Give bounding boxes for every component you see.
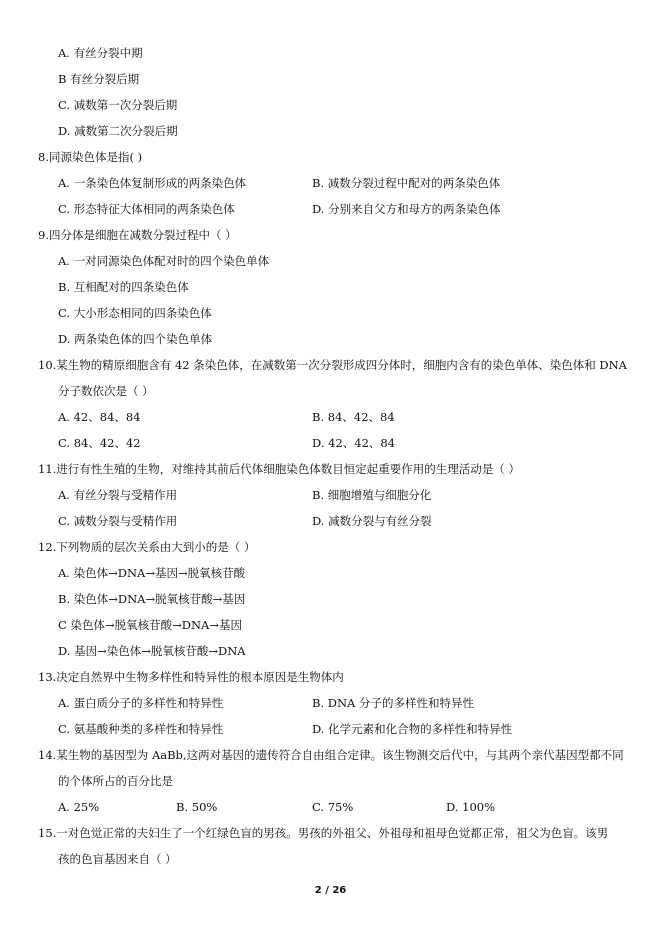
option-text: C. 减数分裂与受精作用 xyxy=(58,514,178,528)
question-stem: 14.某生物的基因型为 AaBb,这两对基因的遗传符合自由组合定律。该生物测交后代中，与其两个亲代基因型都不同 xyxy=(38,748,624,762)
option-text: C. 84、42、42 xyxy=(58,436,141,450)
question-stem-continued: 分子数依次是（ ） xyxy=(58,384,154,398)
option-text: C. 大小形态相同的四条染色体 xyxy=(58,306,212,320)
option-text: B. 细胞增殖与细胞分化 xyxy=(312,488,432,502)
option-text: A. 蛋白质分子的多样性和特异性 xyxy=(58,696,224,710)
option-text: D. 减数分裂与有丝分裂 xyxy=(312,514,432,528)
option-text: D. 42、42、84 xyxy=(312,436,396,450)
option-text: D. 两条染色体的四个染色单体 xyxy=(58,332,213,346)
option-text: A. 染色体→DNA→基因→脱氧核苷酸 xyxy=(58,566,246,580)
option-text: B. 84、42、84 xyxy=(312,410,395,424)
question-stem-continued: 孩的色盲基因来自（ ） xyxy=(58,852,177,866)
question-stem: 15.一对色觉正常的夫妇生了一个红绿色盲的男孩。男孩的外祖父、外祖母和祖母色觉都正常，祖父为色盲。该男 xyxy=(38,826,609,840)
question-stem: 13.决定自然界中生物多样性和特异性的根本原因是生物体内 xyxy=(38,670,344,684)
question-stem: 9.四分体是细胞在减数分裂过程中（ ） xyxy=(38,228,237,242)
question-stem: 10.某生物的精原细胞含有 42 条染色体，在减数第一次分裂形成四分体时，细胞内含有的染色单体、染色体和 DNA xyxy=(38,358,627,372)
option-text: D. 分别来自父方和母方的两条染色体 xyxy=(312,202,501,216)
option-text: C. 75% xyxy=(312,800,354,814)
option-text: D. 基因→染色体→脱氧核苷酸→DNA xyxy=(58,644,246,658)
question-stem: 8.同源染色体是指( ) xyxy=(38,150,143,164)
option-text: B 有丝分裂后期 xyxy=(58,72,140,86)
option-text: A. 25% xyxy=(58,800,100,814)
option-text: A. 有丝分裂中期 xyxy=(58,46,143,60)
option-text: C. 氨基酸种类的多样性和特异性 xyxy=(58,722,224,736)
option-text: B. 互相配对的四条染色体 xyxy=(58,280,189,294)
option-text: C. 减数第一次分裂后期 xyxy=(58,98,178,112)
question-stem: 12.下列物质的层次关系由大到小的是（ ） xyxy=(38,540,256,554)
option-text: A. 有丝分裂与受精作用 xyxy=(58,488,178,502)
option-text: B. 染色体→DNA→脱氧核苷酸→基因 xyxy=(58,592,246,606)
question-stem: 11.进行有性生殖的生物，对维持其前后代体细胞染色体数目恒定起重要作用的生理活动是（ ） xyxy=(38,462,520,476)
option-text: A. 一对同源染色体配对时的四个染色单体 xyxy=(58,254,270,268)
option-text: B. DNA 分子的多样性和特异性 xyxy=(312,696,475,710)
question-stem-continued: 的个体所占的百分比是 xyxy=(58,774,173,788)
option-text: D. 减数第二次分裂后期 xyxy=(58,124,178,138)
option-text: C 染色体→脱氧核苷酸→DNA→基因 xyxy=(58,618,242,632)
option-text: A. 42、84、84 xyxy=(58,410,141,424)
option-text: A. 一条染色体复制形成的两条染色体 xyxy=(58,176,247,190)
page-number: 2 / 26 xyxy=(314,885,347,896)
option-text: B. 50% xyxy=(176,800,218,814)
option-text: C. 形态特征大体相同的两条染色体 xyxy=(58,202,235,216)
option-text: D. 化学元素和化合物的多样性和特异性 xyxy=(312,722,513,736)
option-text: B. 减数分裂过程中配对的两条染色体 xyxy=(312,176,501,190)
option-text: D. 100% xyxy=(446,800,495,814)
